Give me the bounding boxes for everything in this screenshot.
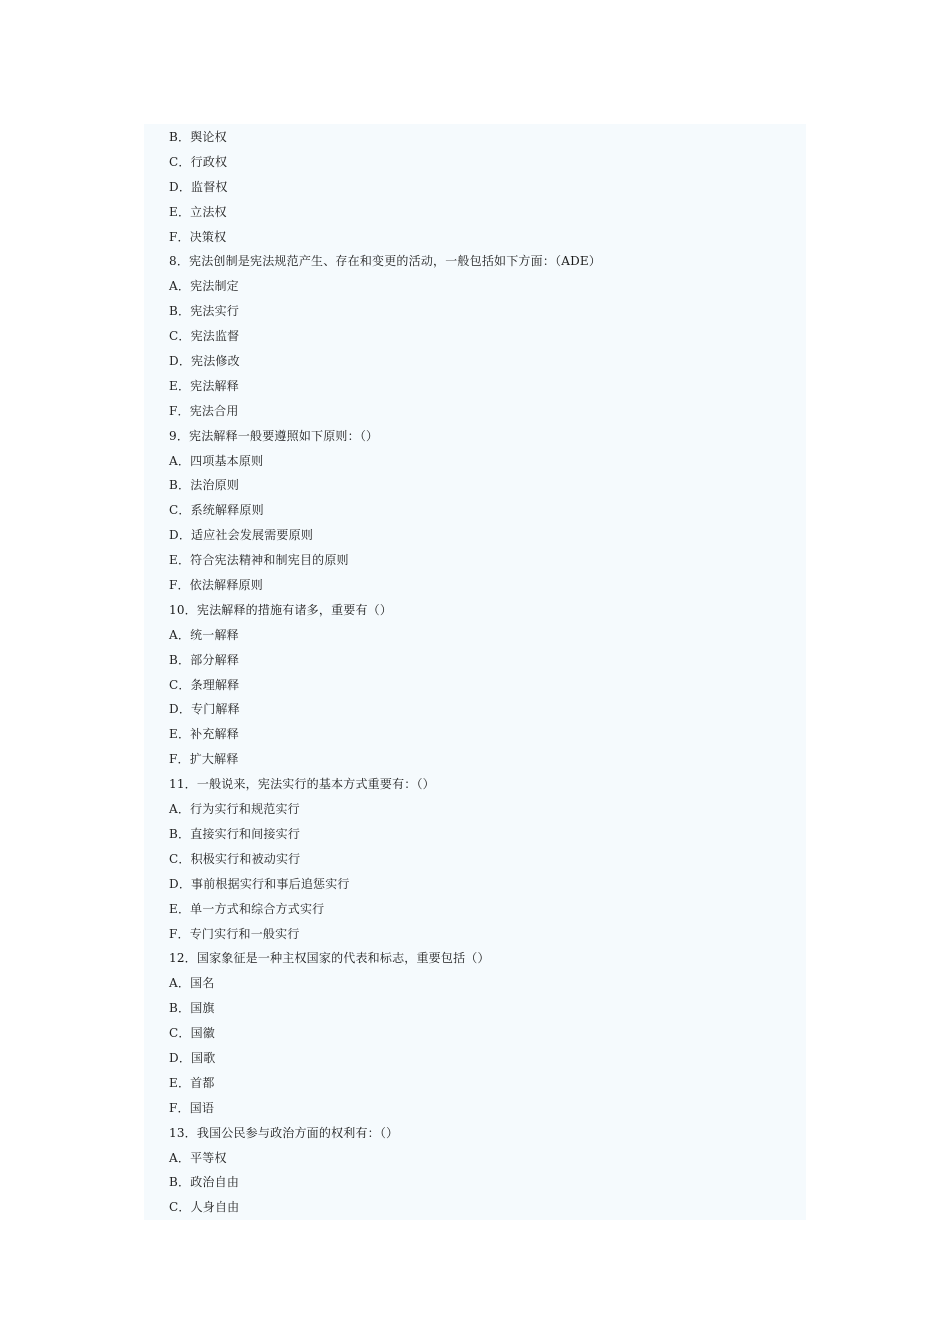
answer-option: C．系统解释原则 (169, 503, 264, 518)
answer-option: D．适应社会发展需要原则 (169, 528, 314, 543)
answer-option: B．舆论权 (169, 130, 227, 144)
answer-option: D．专门解释 (169, 702, 240, 717)
answer-option: A．四项基本原则 (169, 453, 264, 468)
answer-option: C．条理解释 (169, 677, 240, 692)
question-list (169, 125, 799, 1220)
answer-option: D．监督权 (169, 179, 228, 194)
answer-option: C．宪法监督 (169, 329, 240, 344)
answer-option: D．国歌 (169, 1050, 216, 1065)
answer-option: C．人身自由 (169, 1200, 240, 1215)
answer-option: F．国语 (169, 1100, 215, 1115)
answer-option: B．政治自由 (169, 1175, 240, 1190)
answer-option: E．首都 (169, 1075, 215, 1090)
answer-option: C．行政权 (169, 154, 228, 169)
answer-option: F．宪法合用 (169, 403, 239, 418)
answer-option: A．统一解释 (169, 627, 239, 642)
question-text: 8．宪法创制是宪法规范产生、存在和变更的活动，一般包括如下方面：（ADE） (169, 254, 602, 269)
question-text: 13．我国公民参与政治方面的权利有：（） (169, 1125, 399, 1140)
answer-option: E．立法权 (169, 204, 227, 219)
answer-option: B．部分解释 (169, 652, 240, 667)
answer-option: A．平等权 (169, 1150, 227, 1165)
answer-option: B．直接实行和间接实行 (169, 826, 301, 841)
answer-option: A．国名 (169, 976, 215, 991)
answer-option: E．宪法解释 (169, 378, 239, 393)
answer-option: C．国徽 (169, 1026, 215, 1041)
answer-option: E．单一方式和综合方式实行 (169, 901, 325, 916)
answer-option: D．宪法修改 (169, 354, 240, 369)
answer-option: E．符合宪法精神和制宪目的原则 (169, 553, 349, 568)
question-text: 10．宪法解释的措施有诸多，重要有（） (169, 602, 393, 617)
answer-option: A．宪法制定 (169, 279, 239, 294)
answer-option: D．事前根据实行和事后追惩实行 (169, 876, 350, 891)
answer-option: B．宪法实行 (169, 304, 240, 319)
question-text: 9．宪法解释一般要遵照如下原则：（） (169, 428, 379, 443)
answer-option: F．扩大解释 (169, 752, 239, 767)
question-text: 12．国家象征是一种主权国家的代表和标志，重要包括（） (169, 951, 490, 966)
answer-option: E．补充解释 (169, 727, 239, 742)
answer-option: B．国旗 (169, 1001, 215, 1016)
answer-option: F．专门实行和一般实行 (169, 926, 300, 941)
answer-option: C．积极实行和被动实行 (169, 851, 301, 866)
question-text: 11．一般说来，宪法实行的基本方式重要有：（） (169, 777, 435, 792)
answer-option: B．法治原则 (169, 478, 240, 493)
answer-option: F．依法解释原则 (169, 578, 263, 593)
answer-option: A．行为实行和规范实行 (169, 802, 300, 817)
answer-option: F．决策权 (169, 229, 227, 244)
